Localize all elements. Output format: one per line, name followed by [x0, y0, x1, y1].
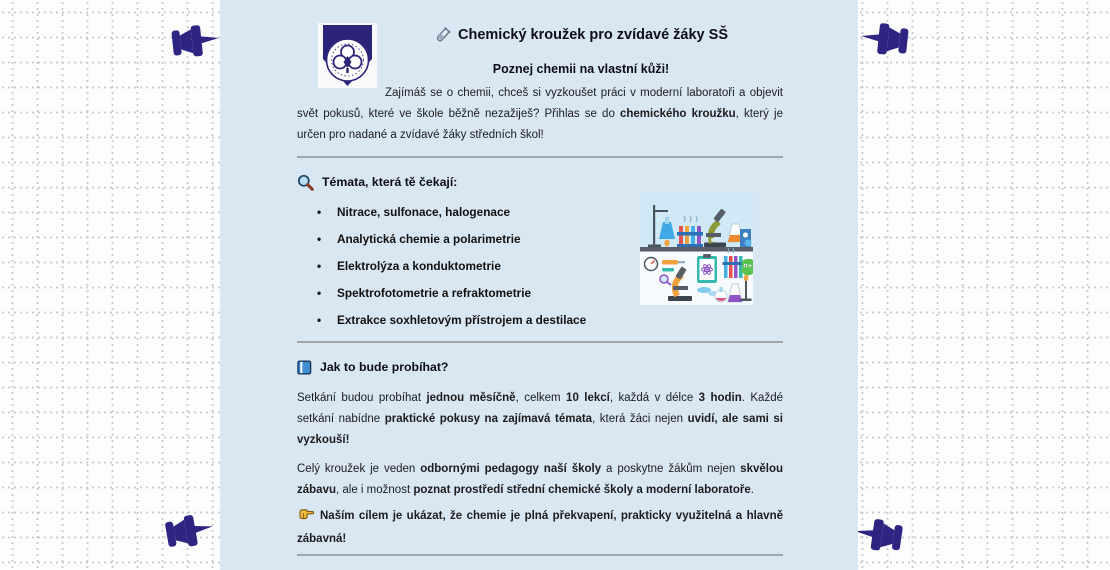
page-title [379, 23, 783, 46]
bullet-dot: • [317, 232, 322, 246]
push-pin-bottom-left [161, 506, 218, 556]
test-tube-icon [434, 27, 451, 44]
bullet-dot: • [317, 259, 322, 273]
bullet-dot: • [317, 205, 322, 219]
intro-paragraph: Zajímáš se o chemii, chceš si vyzkoušet práci v moderní laboratoři a objevit svět pokusů, které ve škole běžně nezažiješ? Přihlas se do chemického kroužku, který je určen pro nadané a zvídavé žáky středních škol! [297, 87, 783, 141]
topic-text: Elektrolýza a konduktometrie [337, 259, 501, 273]
topic-text: Analytická chemie a polarimetrie [337, 232, 521, 246]
magnifying-glass-icon [297, 174, 314, 191]
process-heading-text: Jak to bude probíhat? [320, 360, 449, 374]
divider-3 [297, 554, 783, 556]
topic-text: Spektrofotometrie a refraktometrie [337, 286, 532, 300]
process-paragraph-2: Celý kroužek je veden odbornými pedagogy naší školy a poskytne žákům nejen skvělou zábavu, ale i možnost poznat prostředí střední chemické školy a moderní laboratoře. [297, 463, 783, 496]
document-header [297, 23, 783, 82]
list-item [297, 314, 783, 327]
goal-paragraph [297, 506, 783, 550]
flyer-document [220, 0, 858, 570]
clipboard-graphic [697, 254, 717, 283]
process-heading [297, 357, 783, 378]
bullet-dot: • [317, 286, 322, 300]
topics-heading [297, 172, 783, 193]
push-pin-bottom-right [851, 511, 906, 560]
divider-2 [297, 341, 783, 343]
push-pin-top-left [168, 18, 222, 65]
page-subtitle: Poznej chemii na vlastní kůži! [492, 62, 670, 76]
school-logo [318, 23, 377, 88]
title-text: Chemický kroužek pro zvídavé žáky SŠ [458, 27, 728, 43]
process-paragraph-1: Setkání budou probíhat jednou měsíčně, celkem 10 lekcí, každá v délce 3 hodin. Každé setkání nabídne praktické pokusy na zajímavá témata, která žáci nejen uvidí, ale sami si vyzkouší! [297, 392, 783, 446]
topic-text: Nitrace, sulfonace, halogenace [337, 205, 511, 219]
goal-text: Naším cílem je ukázat, že chemie je plná překvapení, prakticky využitelná a hlavně zábavná! [297, 510, 783, 545]
blue-book-icon [297, 360, 312, 375]
divider-1 [297, 156, 783, 158]
pointing-finger-icon [297, 507, 315, 521]
topic-text: Extrakce soxhletovým přístrojem a destilace [337, 313, 587, 327]
chemistry-lab-illustration [640, 192, 753, 305]
topics-heading-text: Témata, která tě čekají: [322, 175, 458, 189]
bullet-dot: • [317, 313, 322, 327]
push-pin-top-right [858, 16, 912, 63]
